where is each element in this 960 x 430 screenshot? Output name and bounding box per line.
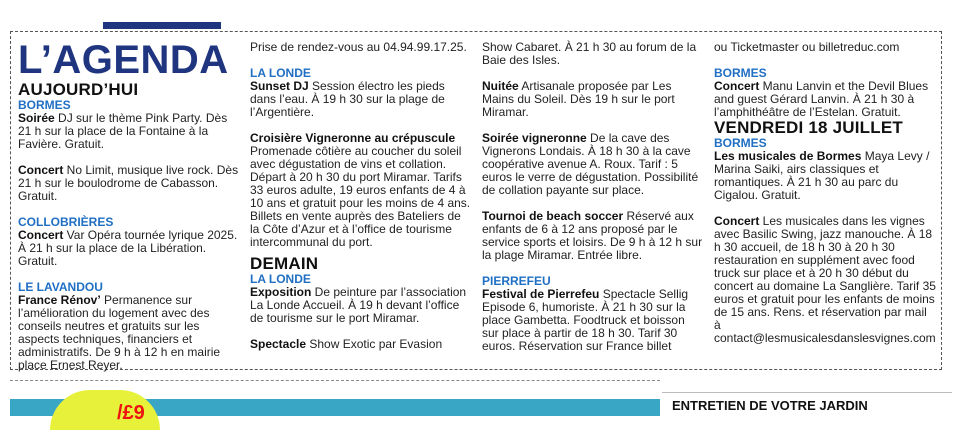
event-concert-opera: Concert Var Opéra tournée lyrique 2025. À 21 h sur la place de la Libération. Gratuit. — [18, 228, 238, 268]
location-le-lavandou: LE LAVANDOU — [18, 280, 103, 294]
event-musicales: Les musicales de Bormes Maya Levy / Marina Saiki, airs classiques et romantiques. À 21 h 30 au parc du Cigalou. Gratuit. — [714, 149, 930, 202]
agenda-column-3 — [482, 41, 704, 353]
header-accent-bar — [103, 22, 221, 29]
event-concert-lanvin: Concert Manu Lanvin et the Devil Blues and guest Gérard Lanvin. À 21 h 30 à l’amphithéâtre de l’Estelan. Gratuit. — [714, 79, 929, 119]
location-bormes: BORMES — [714, 66, 767, 80]
event-intro-text: Show Cabaret. À 21 h 30 au forum de la Baie des Isles. — [482, 40, 697, 67]
event-nuitee: Nuitée Artisanale proposée par Les Mains du Soleil. Dès 19 h sur le port Miramar. — [482, 79, 675, 119]
event-france-renov: France Rénov’ Permanence sur l’amélioration du logement avec des conseils neutres et gratuits sur les aspects techniques, financiers et administratifs. De 9 h à 12 h en mairie place Ernest Reyer. — [18, 293, 221, 372]
agenda-column-4 — [714, 41, 936, 345]
event-soiree: Soirée DJ sur le thème Pink Party. Dès 21 h sur la place de la Fontaine à la Favière. Gratuit. — [18, 111, 228, 151]
event-tournoi: Tournoi de beach soccer Réservé aux enfants de 6 à 12 ans proposé par le service sports et loisirs. De 9 h à 12 h sur la plage Miramar. Entrée libre. — [482, 209, 703, 262]
location-bormes-2: BORMES — [714, 136, 767, 150]
event-concert: Concert No Limit, musique live rock. Dès 21 h sur le boulodrome de Cabasson. Gratuit. — [18, 163, 239, 203]
section-heading-entretien: ENTRETIEN DE VOTRE JARDIN — [672, 398, 868, 413]
section-divider — [10, 380, 660, 381]
agenda-column-1 — [18, 38, 240, 372]
day-heading-today: AUJOURD’HUI — [18, 80, 139, 99]
event-exposition: Exposition De peinture par l’association La Londe Accueil. À 19 h devant l’office de tourisme sur le port Miramar. — [250, 285, 467, 325]
location-pierrefeu: PIERREFEU — [482, 274, 551, 288]
event-sunset-dj: Sunset DJ Session électro les pieds dans l’eau. À 19 h 30 sur la plage de l’Argentière. — [250, 79, 445, 119]
agenda-column-2 — [250, 41, 472, 351]
event-croisiere-title: Croisière Vigneronne au crépuscule — [250, 131, 456, 145]
location-la-londe-2: LA LONDE — [250, 272, 311, 286]
event-croisiere-text2: Billets en vente auprès des Bateliers de la Côte d’Azur et à l’office de tourisme intercommunal du port. — [250, 209, 461, 249]
page-title: L’AGENDA — [18, 38, 229, 82]
event-concert-vignes: Concert Les musicales dans les vignes avec Basilic Swing, jazz manouche. À 18 h 30 accueil, de 18 h 30 à 20 h 30 restauration en supplément avec food truck sur place et à 20 h 30 début du concert au domaine La Sanglière. Tarif 35 euros et gratuit pour les enfants de moins de 15 ans. Rens. et réservation par mail à contact@lesmusicalesdanslesvignes.com — [714, 214, 936, 345]
event-croisiere-text: Promenade côtière au coucher du soleil avec dégustation de vins et collation. Départ à 20 h 30 du port Miramar. Tarifs 33 euros adulte, 19 euros enfants de 4 à 10 ans et gratuit pour les moins de 4 ans. — [250, 144, 471, 210]
event-intro-text: Prise de rendez-vous au 04.94.99.17.25. — [250, 40, 467, 54]
event-festival: Festival de Pierrefeu Spectacle Sellig Episode 6, humoriste. À 21 h 30 sur la place Gambetta. Foodtruck et boisson sur place à partir de 18 h 30. Tarif 30 euros. Réservation sur France billet — [482, 287, 689, 353]
ad-price-text: /£9 — [117, 402, 145, 424]
event-spectacle: Spectacle Show Exotic par Evasion — [250, 337, 443, 351]
event-soiree-vigneronne: Soirée vigneronne De la cave des Vignerons Londais. À 18 h 30 à la cave coopérative avenue A. Roux. Tarif : 5 euros le verre de dégustation. Possibilité de collation payante sur place. — [482, 131, 699, 197]
section-rule — [662, 392, 952, 393]
day-heading-friday: VENDREDI 18 JUILLET — [714, 118, 903, 137]
location-collobrieres: COLLOBRIÈRES — [18, 215, 114, 229]
location-la-londe: LA LONDE — [250, 66, 311, 80]
location-bormes: BORMES — [18, 98, 71, 112]
event-intro-text: ou Ticketmaster ou billetreduc.com — [714, 40, 900, 54]
day-heading-tomorrow: DEMAIN — [250, 254, 319, 273]
